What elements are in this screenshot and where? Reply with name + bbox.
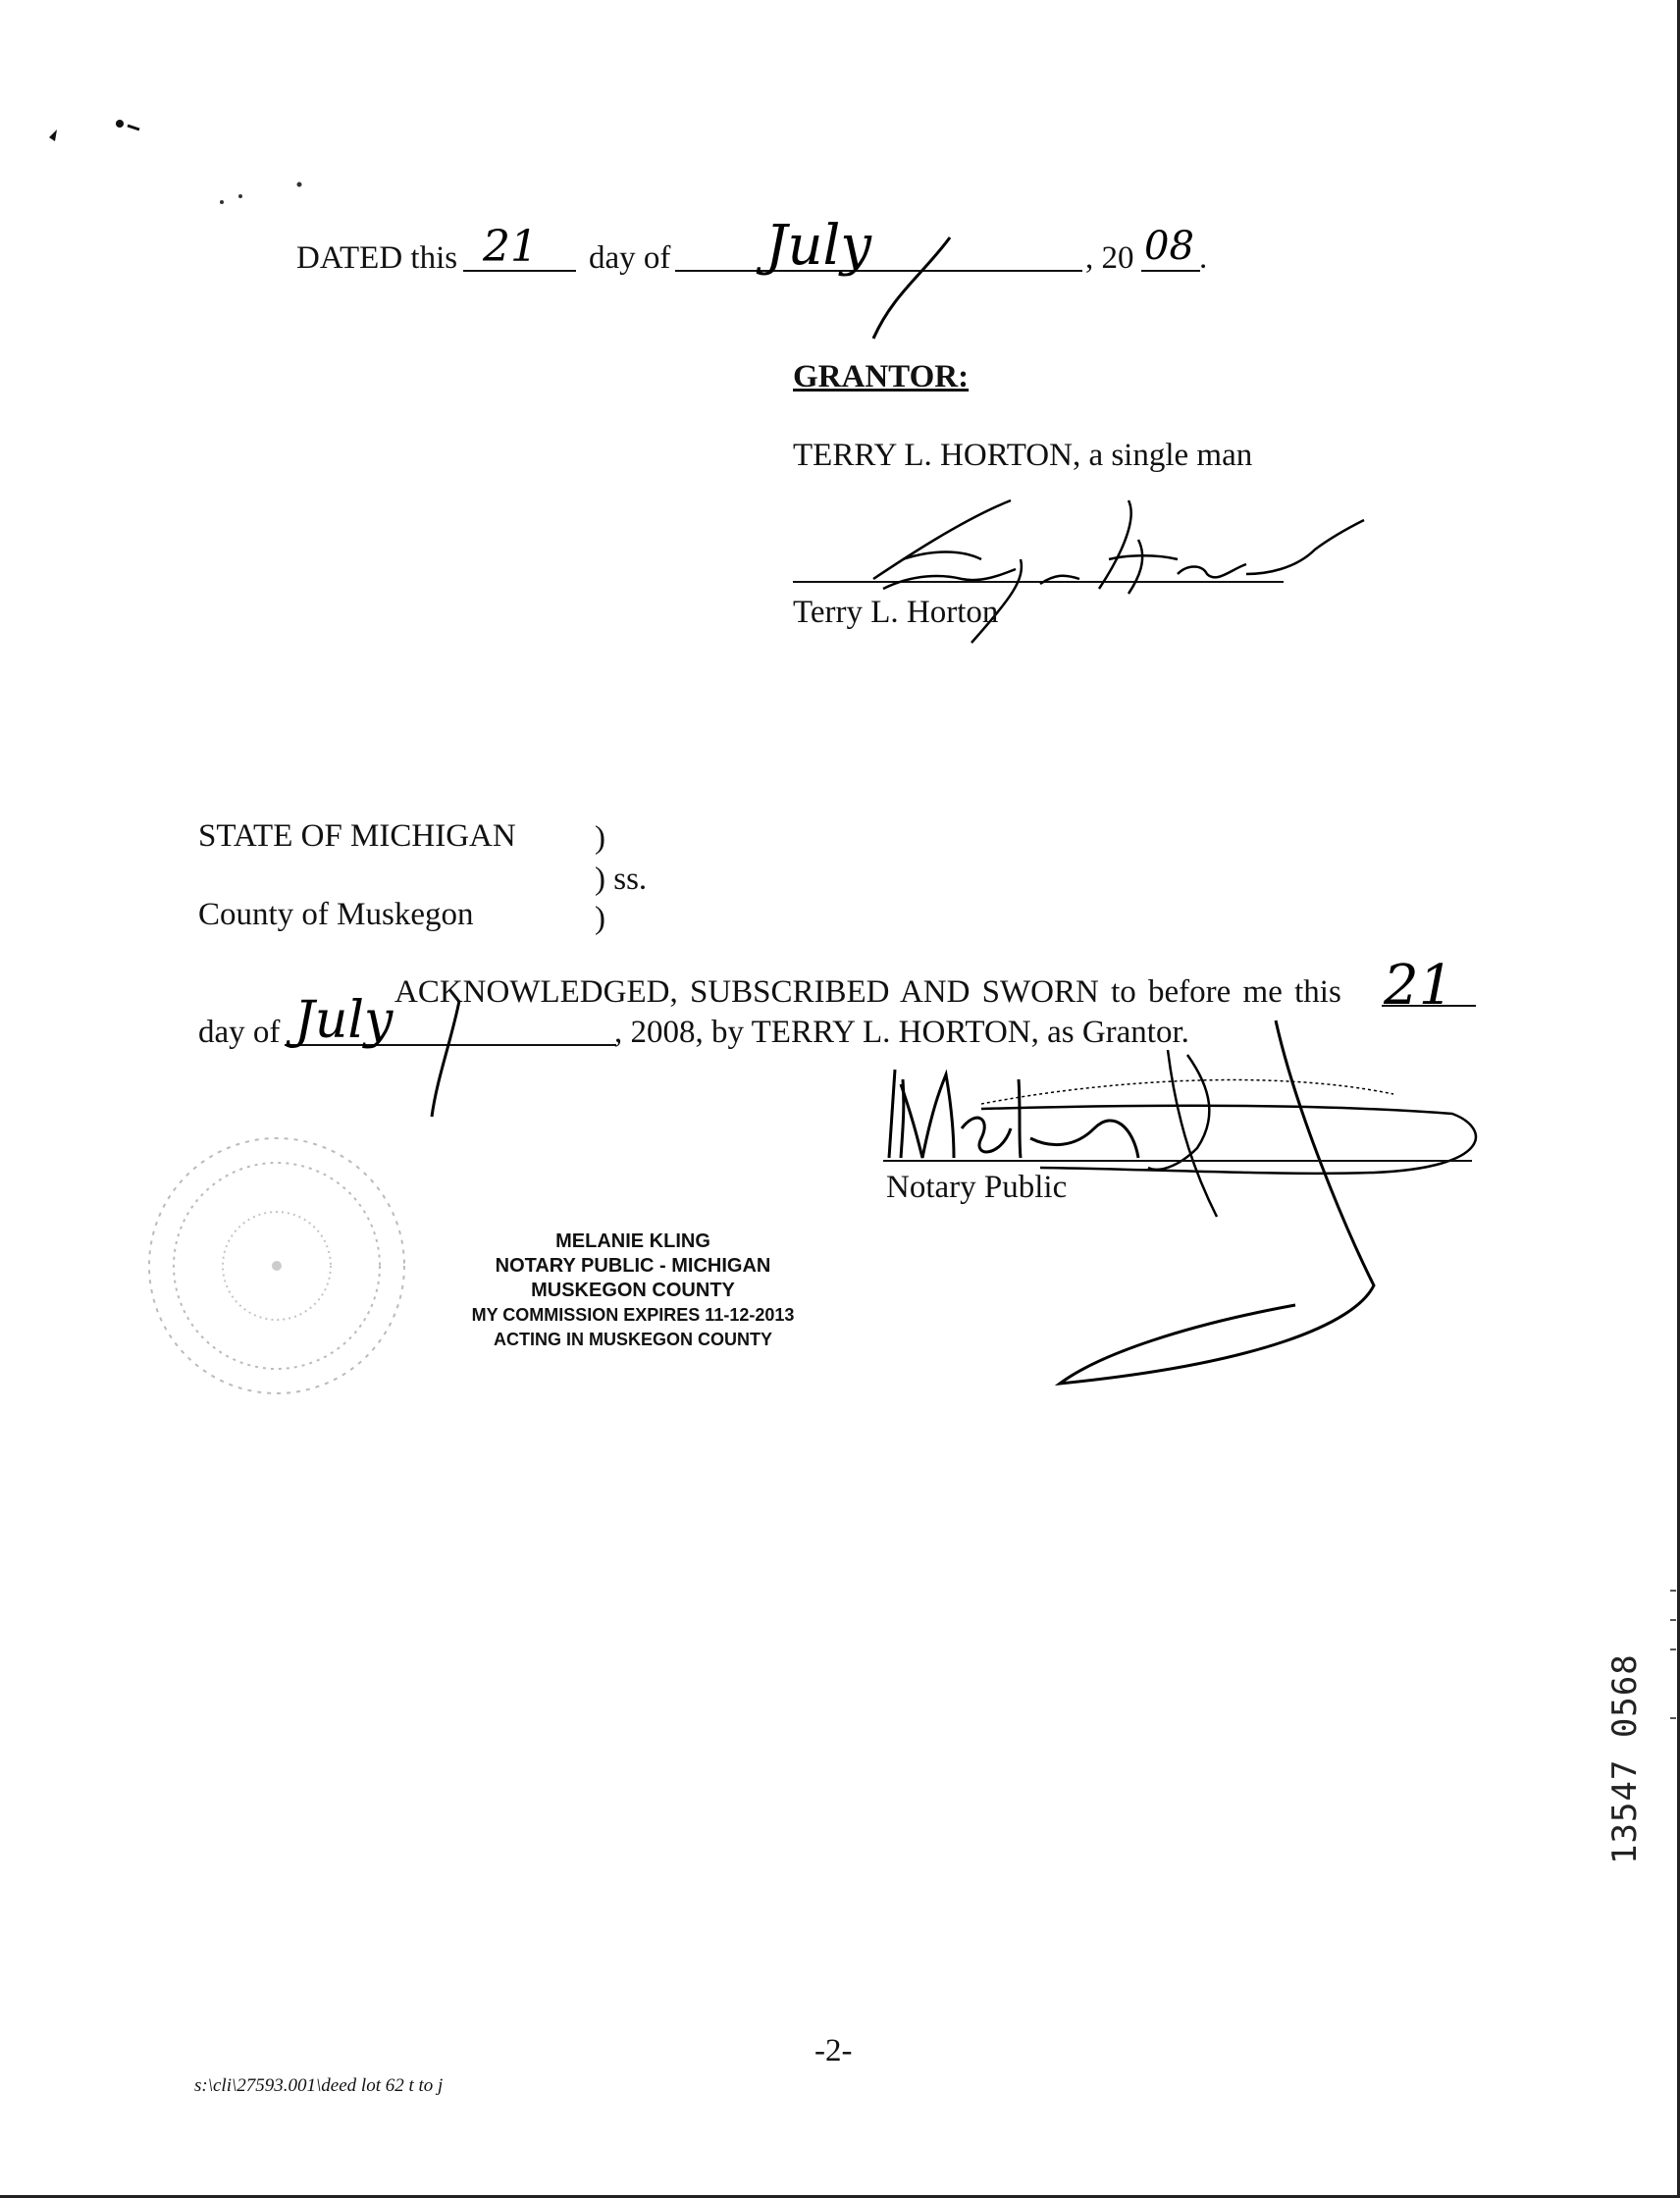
venue-state: STATE OF MICHIGAN xyxy=(198,818,516,854)
ack-month-stroke xyxy=(412,991,471,1119)
notary-signature-line xyxy=(883,1160,1472,1162)
dated-year-prefix: , 20 xyxy=(1085,240,1134,276)
venue-paren-1: ) xyxy=(595,820,605,856)
stamp-acting: ACTING IN MUSKEGON COUNTY xyxy=(493,1330,772,1349)
dated-prefix: DATED this xyxy=(296,240,458,276)
venue-paren-3: ) xyxy=(595,901,605,936)
grantor-signature-label: Terry L. Horton xyxy=(793,595,999,630)
edge-ticks xyxy=(1670,1590,1678,1747)
dated-end: . xyxy=(1199,240,1208,276)
ack-day-handwritten: 21 xyxy=(1384,954,1454,1018)
venue-ss: ) ss. xyxy=(595,862,648,897)
ack-line-2-suffix: , 2008, by TERRY L. HORTON, as Grantor. xyxy=(614,1015,1189,1050)
scan-specks xyxy=(29,98,343,206)
record-number-vertical: 13547 0568 xyxy=(1605,1653,1645,1864)
notary-seal xyxy=(130,1119,444,1433)
grantor-name-line: TERRY L. HORTON, a single man xyxy=(793,438,1253,473)
stamp-county: MUSKEGON COUNTY xyxy=(531,1280,735,1301)
grantor-heading: GRANTOR: xyxy=(793,359,970,394)
page-number: -2- xyxy=(814,2033,853,2068)
dated-year-handwritten: 08 xyxy=(1144,224,1194,269)
dated-day-handwritten: 21 xyxy=(483,222,538,272)
notary-signature xyxy=(864,1011,1550,1403)
stamp-title: NOTARY PUBLIC - MICHIGAN xyxy=(495,1255,771,1277)
ack-line-1: ACKNOWLEDGED, SUBSCRIBED AND SWORN to before me this xyxy=(394,974,1341,1010)
dated-month-handwritten: July xyxy=(765,214,872,278)
ack-line-2-prefix: day of xyxy=(198,1015,281,1050)
stamp-name: MELANIE KLING xyxy=(555,1230,710,1252)
ack-month-handwritten: July xyxy=(294,991,394,1050)
stamp-commission: MY COMMISSION EXPIRES 11-12-2013 xyxy=(471,1305,795,1325)
dated-year-line xyxy=(1141,270,1200,272)
notary-label: Notary Public xyxy=(886,1170,1068,1205)
dated-month-stroke xyxy=(844,236,962,343)
file-path: s:\cli\27593.001\deed lot 62 t to j xyxy=(194,2075,444,2096)
venue-county: County of Muskegon xyxy=(198,897,474,932)
dated-middle: day of xyxy=(589,240,671,276)
